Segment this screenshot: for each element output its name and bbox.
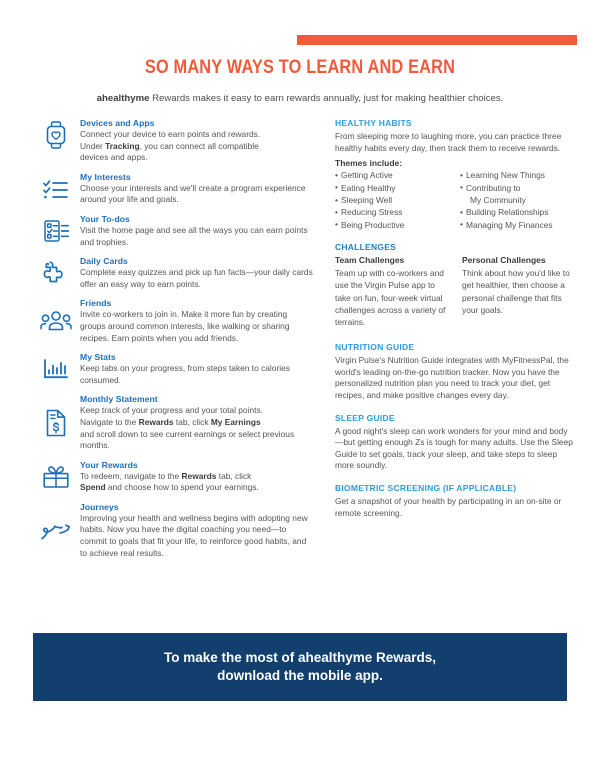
- feature-your-to-dos: [33, 214, 313, 248]
- body-line-3: devices and apps.: [80, 152, 148, 163]
- smartwatch-heart-icon: [33, 118, 79, 150]
- checklist-icon: [33, 177, 79, 201]
- body-line-1: Keep track of your progress and your total points.: [80, 405, 263, 416]
- list-item: • Managing My Finances: [460, 219, 575, 231]
- block-nutrition-guide: [335, 342, 575, 401]
- feature-text: [79, 394, 313, 451]
- body-bold-tracking: Tracking: [105, 140, 140, 151]
- footer-banner: [33, 633, 567, 701]
- body-bold-rewards: Rewards: [181, 470, 217, 481]
- subtitle-rest: Rewards makes it easy to earn rewards annually, just for making healthier choices.: [149, 93, 504, 104]
- block-biometric-screening: [335, 483, 575, 519]
- subtitle-brand: ahealthyme: [96, 93, 150, 104]
- feature-body: Improving your health and wellness begins with adopting new habits. Now you have the digital coaching you need—to commit to goals that fit your life, to reinforce good habits, and to achieve real results.: [80, 512, 308, 558]
- feature-monthly-statement: [33, 394, 313, 451]
- feature-title: Your To-dos: [80, 213, 130, 224]
- feature-body: Invite co-workers to join in. Make it more fun by creating groups around common interests, like walking or sharing recipes. Earn points when you add friends.: [80, 309, 290, 343]
- body-line-1-pre: To redeem, navigate to the: [80, 470, 182, 481]
- feature-friends: [33, 298, 313, 344]
- list-item: • Learning New Things: [460, 169, 575, 181]
- block-body: A good night's sleep can work wonders for your mind and body—but getting enough Zs is tough for many adults. Use the Sleep Guide to set goals, track your sleep, and take steps to sleep more soundly.: [335, 425, 573, 471]
- challenge-personal: [462, 255, 575, 328]
- feature-my-stats: [33, 352, 313, 386]
- todo-list-icon: [33, 218, 79, 244]
- right-column: [335, 118, 575, 530]
- feature-text: [79, 256, 313, 290]
- block-heading: NUTRITION GUIDE: [335, 342, 415, 353]
- feature-text: [79, 352, 313, 386]
- feature-title: Daily Cards: [80, 256, 128, 267]
- block-challenges: [335, 242, 575, 328]
- feature-my-interests: [33, 172, 313, 206]
- themes-grid: [335, 169, 575, 231]
- feature-text: [79, 460, 313, 494]
- block-heading: HEALTHY HABITS: [335, 118, 412, 128]
- feature-body: Choose your interests and we'll create a program experience around your life and goals.: [80, 182, 306, 205]
- block-heading: CHALLENGES: [335, 242, 397, 253]
- body-line-2-pre: Navigate to the: [80, 416, 139, 427]
- challenge-title: Team Challenges: [335, 255, 405, 266]
- feature-text: [79, 214, 313, 248]
- feature-title: My Stats: [80, 352, 116, 363]
- feature-text: [79, 172, 313, 206]
- feature-daily-cards: [33, 256, 313, 290]
- people-group-icon: [33, 309, 79, 333]
- body-bold-my-earnings: My Earnings: [210, 416, 261, 427]
- challenges-grid: [335, 255, 575, 328]
- themes-list-right: [460, 169, 575, 231]
- gift-box-icon: [33, 463, 79, 490]
- body-line-1: Connect your device to earn points and rewards.: [80, 129, 261, 139]
- body-bold-rewards: Rewards: [138, 416, 174, 427]
- left-column: [33, 118, 313, 567]
- feature-title: Monthly Statement: [80, 394, 158, 405]
- challenge-body: Think about how you'd like to get healthier, then choose a personal challenge that fits your goals.: [462, 268, 570, 315]
- block-heading: BIOMETRIC SCREENING (IF APPLICABLE): [335, 482, 517, 493]
- statement-dollar-icon: [33, 408, 79, 438]
- list-item: • Getting Active: [335, 169, 450, 181]
- list-item: • Being Productive: [335, 219, 450, 231]
- feature-body: [80, 405, 313, 451]
- body-line-2-pre: Under: [80, 140, 106, 151]
- list-item: • Building Relationships: [460, 206, 575, 218]
- feature-text: [79, 502, 313, 559]
- body-line-3: and scroll down to see current earnings or select previous months.: [80, 428, 295, 451]
- footer-line-1: To make the most of ahealthyme Rewards,: [163, 650, 437, 665]
- block-heading: SLEEP GUIDE: [335, 412, 395, 423]
- top-accent-bar: [297, 35, 577, 45]
- feature-title: Devices and Apps: [80, 118, 155, 128]
- block-sleep-guide: [335, 413, 575, 472]
- body-line-2-mid: tab, click: [173, 416, 211, 427]
- block-body: Virgin Pulse's Nutrition Guide integrates with MyFitnessPal, the world's leading on-the-go nutrition tracker. Now you have the personalized nutrition plan you need to track your diet, get recipes, and make positive changes every day.: [335, 355, 569, 401]
- list-item: • Contributing to: [460, 182, 575, 194]
- page-subtitle: [50, 92, 550, 105]
- feature-title: Journeys: [80, 501, 119, 512]
- feature-body: [80, 471, 313, 494]
- feature-body: Complete easy quizzes and pick up fun facts—your daily cards offer an easy way to earn points.: [80, 267, 313, 289]
- body-bold-spend: Spend: [80, 482, 106, 493]
- body-line-2-post: and choose how to spend your earnings.: [105, 482, 259, 493]
- journey-path-icon: [33, 518, 79, 544]
- list-item: • Eating Healthy: [335, 182, 450, 194]
- feature-body: [80, 129, 313, 164]
- bar-chart-icon: [33, 357, 79, 381]
- footer-line-2: download the mobile app.: [217, 668, 383, 683]
- feature-devices-and-apps: [33, 118, 313, 164]
- list-item: • Reducing Stress: [335, 206, 450, 218]
- feature-your-rewards: [33, 460, 313, 494]
- feature-body: Keep tabs on your progress, from steps taken to calories consumed.: [80, 363, 290, 385]
- feature-text: [79, 298, 313, 344]
- feature-title: My Interests: [80, 171, 131, 182]
- puzzle-piece-icon: [33, 259, 79, 287]
- challenge-body: Team up with co-workers and use the Virgin Pulse app to take on fun, four-week virtual challenges across a variety of terrains.: [335, 268, 446, 328]
- list-item-continuation: My Community: [470, 195, 526, 205]
- challenge-title: Personal Challenges: [462, 255, 546, 266]
- body-line-2-post: , you can connect all compatible: [139, 140, 259, 151]
- themes-label: Themes include:: [335, 158, 403, 169]
- block-body: From sleeping more to laughing more, you can practice three healthy habits every day, then track them to receive rewards.: [335, 131, 562, 153]
- list-item: • Sleeping Well: [335, 194, 450, 206]
- feature-title: Friends: [80, 298, 112, 309]
- themes-list-left: [335, 169, 450, 231]
- feature-body: Visit the home page and see all the ways you can earn points and trophies.: [80, 224, 308, 247]
- block-healthy-habits: [335, 118, 575, 231]
- footer-text: [164, 649, 436, 685]
- feature-text: [79, 118, 313, 164]
- feature-journeys: [33, 502, 313, 559]
- feature-title: Your Rewards: [80, 459, 138, 470]
- body-line-1-post: tab, click: [216, 470, 252, 481]
- page-title: SO MANY WAYS TO LEARN AND EARN: [144, 57, 456, 78]
- block-body: Get a snapshot of your health by participating in an on-site or remote screening.: [335, 495, 562, 518]
- challenge-team: [335, 255, 448, 328]
